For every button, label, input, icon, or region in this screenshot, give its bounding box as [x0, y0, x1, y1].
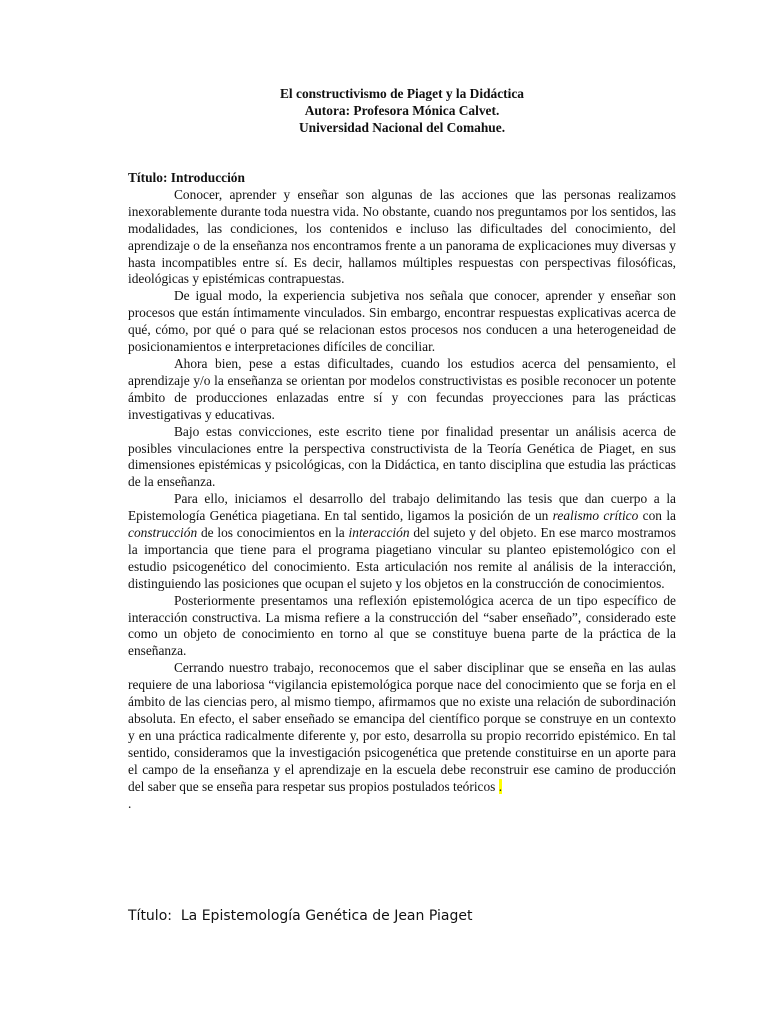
paragraph-7-text: Cerrando nuestro trabajo, reconocemos que el saber disciplinar que se enseña en las aulas requiere de una laboriosa “vigilancia epistemológica porque nace del conocimiento que se forja en el ámbito de las ciencias pero, al mismo tiempo, afirmamos que no existe una relación de subordinación absoluta. En efecto, el saber enseñado se emancipa del científico porque se construye en un contexto y en una práctica radicalmente diferente y, por esto, desarrolla su propio recorrido epistémico. En tal sentido, consideramos que la investigación psicogenética que pretende constituirse en un aporte para el campo de la enseñanza y el aprendizaje en la escuela debe reconstruir ese camino de producción del saber que se enseña para respetar sus propios postulados teóricos — [128, 660, 676, 794]
highlighted-period: . — [498, 778, 503, 794]
paragraph-1: Conocer, aprender y enseñar son algunas de las acciones que las personas realizamos inexorablemente durante toda nuestra vida. No obstante, cuando nos preguntamos por los sentidos, las modalidades, las condiciones, los contenidos e incluso las dificultades del conocimiento, del aprendizaje o de la enseñanza nos encontramos frente a un panorama de explicaciones muy diversas y hasta incompatibles entre sí. Es decir, hallamos múltiples respuestas con perspectivas filosóficas, ideológicas y epistémicas contrapuestas. — [128, 186, 676, 287]
section-title-epistemologia: Título: La Epistemología Genética de Jean Piaget — [128, 908, 473, 924]
paragraph-7 — [128, 660, 676, 795]
stray-period: . — [128, 795, 132, 811]
document-title: El constructivismo de Piaget y la Didáctica — [280, 86, 524, 101]
paragraph-5 — [128, 491, 676, 592]
italic-construccion: construcción — [128, 525, 198, 541]
italic-realismo-critico: realismo crítico — [552, 508, 639, 524]
paragraph-3: Ahora bien, pese a estas dificultades, cuando los estudios acerca del pensamiento, el aprendizaje y/o la enseñanza se orientan por modelos constructivistas es posible reconocer un potente ámbito de producciones enlazadas entre sí y con fecundas proyecciones para las prácticas investigativas y educativas. — [128, 355, 676, 422]
document-header — [128, 85, 676, 136]
section-title-introduccion: Título: Introducción — [128, 170, 245, 185]
paragraph-5-text-a: Para ello, iniciamos el desarrollo del trabajo delimitando las tesis que dan cuerpo a la Epistemología Genética piagetiana. En tal sentido, ligamos la posición de un — [128, 491, 676, 524]
paragraph-5-text-c: con la — [638, 508, 676, 524]
document-body — [128, 170, 676, 812]
institution-line: Universidad Nacional del Comahue. — [298, 120, 506, 135]
paragraph-6: Posteriormente presentamos una reflexión epistemológica acerca de un tipo específico de interacción constructiva. La misma refiere a la construcción del “saber enseñado”, considerado este como un objeto de conocimiento en torno al que se constituye buena parte de la práctica de la enseñanza. — [128, 592, 676, 659]
italic-interaccion: interacción — [348, 525, 410, 541]
paragraph-4: Bajo estas convicciones, este escrito tiene por finalidad presentar un análisis acerca de posibles vinculaciones entre la perspectiva constructivista de la Teoría Genética de Piaget, en sus dimensiones epistémicas y psicológicas, con la Didáctica, en tanto disciplina que estudia las prácticas de la enseñanza. — [128, 423, 676, 490]
paragraph-2: De igual modo, la experiencia subjetiva nos señala que conocer, aprender y enseñar son procesos que están íntimamente vinculados. Sin embargo, encontrar respuestas explicativas acerca de qué, cómo, por qué o para qué se relacionan estos procesos nos conducen a una heterogeneidad de posicionamientos e interpretaciones difíciles de conciliar. — [128, 288, 676, 355]
author-line: Autora: Profesora Mónica Calvet. — [304, 103, 500, 118]
paragraph-5-text-e: de los conocimientos en la — [197, 525, 349, 541]
paragraph-5-text-g: del sujeto y del objeto. En ese marco mostramos la importancia que tiene para el programa piagetiano vincular su planteo epistemológico con el estudio psicogenético del conocimiento. Esta articulación nos remite al análisis de la interacción, distinguiendo las posiciones que ocupan el sujeto y los objetos en la construcción de conocimientos. — [128, 525, 677, 591]
